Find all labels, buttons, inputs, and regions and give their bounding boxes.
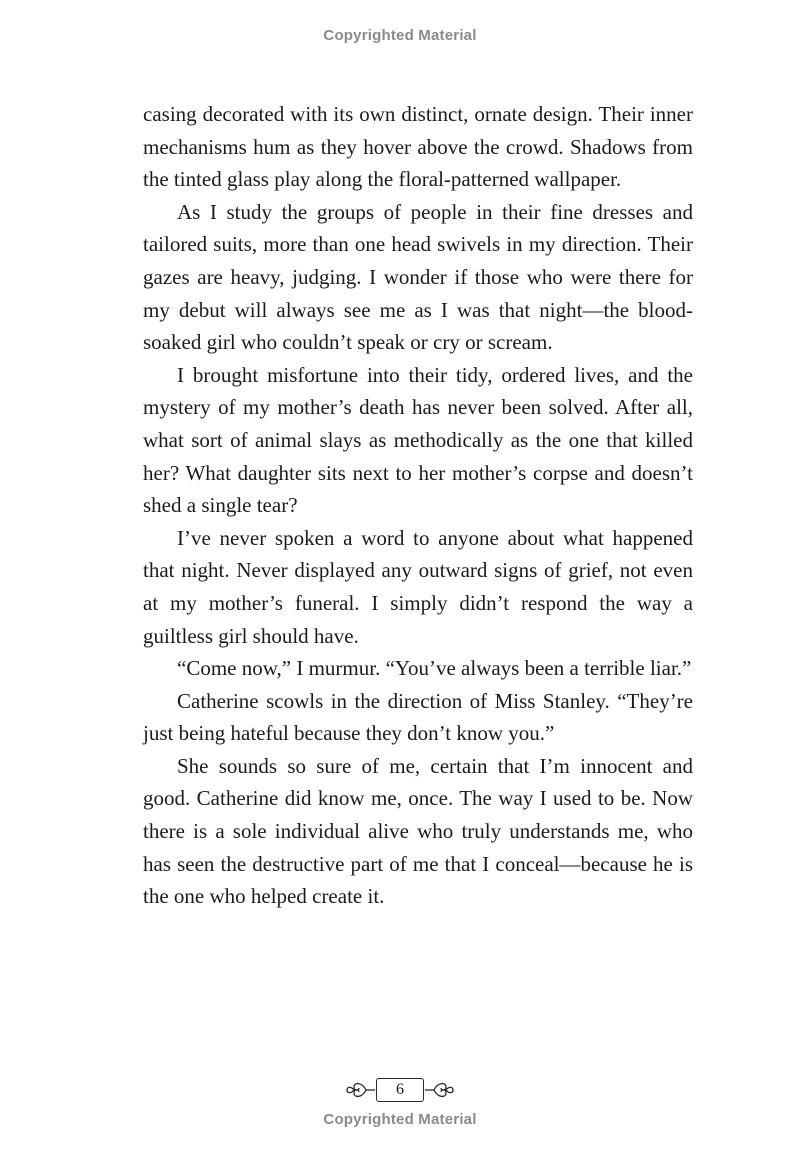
body-text bbox=[143, 98, 693, 913]
paragraph: I brought misfortune into their tidy, ordered lives, and the mystery of my mother’s death has never been solved. After all, what sort of animal slays as methodically as the one that killed her? What daughter sits next to her mother’s corpse and doesn’t shed a single tear? bbox=[143, 362, 693, 518]
page-number-ornament bbox=[346, 1078, 454, 1102]
copyright-watermark-top: Copyrighted Material bbox=[323, 27, 477, 44]
paragraph: As I study the groups of people in their fine dresses and tailored suits, more than one head swivels in my direction. Their gazes are heavy, judging. I wonder if those who were there for my debut will always see me as I was that night—the blood-soaked girl who couldn’t speak or cry or scream. bbox=[143, 199, 693, 355]
paragraph: I’ve never spoken a word to anyone about what happened that night. Never displayed any outward signs of grief, not even at my mother’s funeral. I simply didn’t respond the way a guiltless girl should have. bbox=[143, 525, 693, 648]
paragraph: casing decorated with its own distinct, ornate design. Their inner mechanisms hum as they hover above the crowd. Shadows from the tinted glass play along the floral-patterned wallpaper. bbox=[143, 102, 693, 192]
paragraph: “Come now,” I murmur. “You’ve always been a terrible liar.” bbox=[177, 656, 692, 681]
flourish-left-icon bbox=[346, 1078, 376, 1102]
page-number: 6 bbox=[376, 1078, 424, 1102]
paragraph: Catherine scowls in the direction of Miss Stanley. “They’re just being hateful because they don’t know you.” bbox=[143, 688, 693, 746]
copyright-watermark-bottom: Copyrighted Material bbox=[323, 1111, 477, 1128]
flourish-right-icon bbox=[424, 1078, 454, 1102]
page-footer bbox=[0, 1072, 800, 1108]
paragraph: She sounds so sure of me, certain that I’m innocent and good. Catherine did know me, once. The way I used to be. Now there is a sole individual alive who truly understands me, who has seen the destructive part of me that I conceal—because he is the one who helped create it. bbox=[143, 753, 693, 909]
